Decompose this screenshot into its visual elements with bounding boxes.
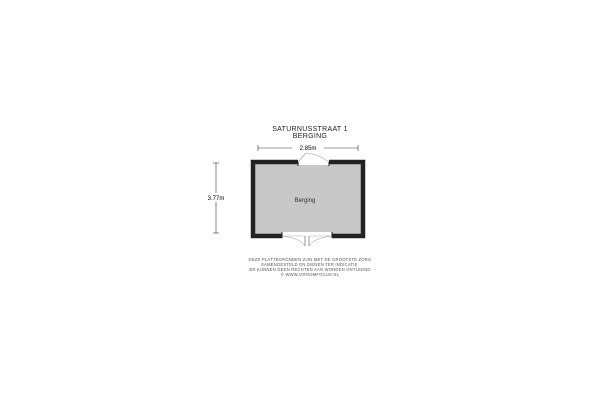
room-type-title: BERGING xyxy=(292,133,328,140)
disclaimer-line: DEZE PLATTEGRONDEN ZIJN MET DE GROOTSTE ZORG xyxy=(248,257,372,262)
room-label: Berging xyxy=(294,198,316,204)
disclaimer-line: SAMENGESTELD EN DIENEN TER INDICATIE. xyxy=(261,262,359,267)
width-dimension xyxy=(258,144,358,152)
height-dimension xyxy=(203,163,230,233)
top-door xyxy=(298,153,329,166)
height-label: 3.77m xyxy=(207,196,225,202)
width-label: 2.85m xyxy=(299,146,317,152)
disclaimer-line: ER KUNNEN GEEN RECHTEN AAN WORDEN ONTLEEND xyxy=(249,267,371,272)
bottom-double-door xyxy=(282,232,332,246)
copyright-line: © WWW.GROOMFOCUS.NL xyxy=(280,272,340,277)
address-title: SATURNUSSTRAAT 1 xyxy=(272,126,348,133)
room-berging xyxy=(253,162,363,236)
